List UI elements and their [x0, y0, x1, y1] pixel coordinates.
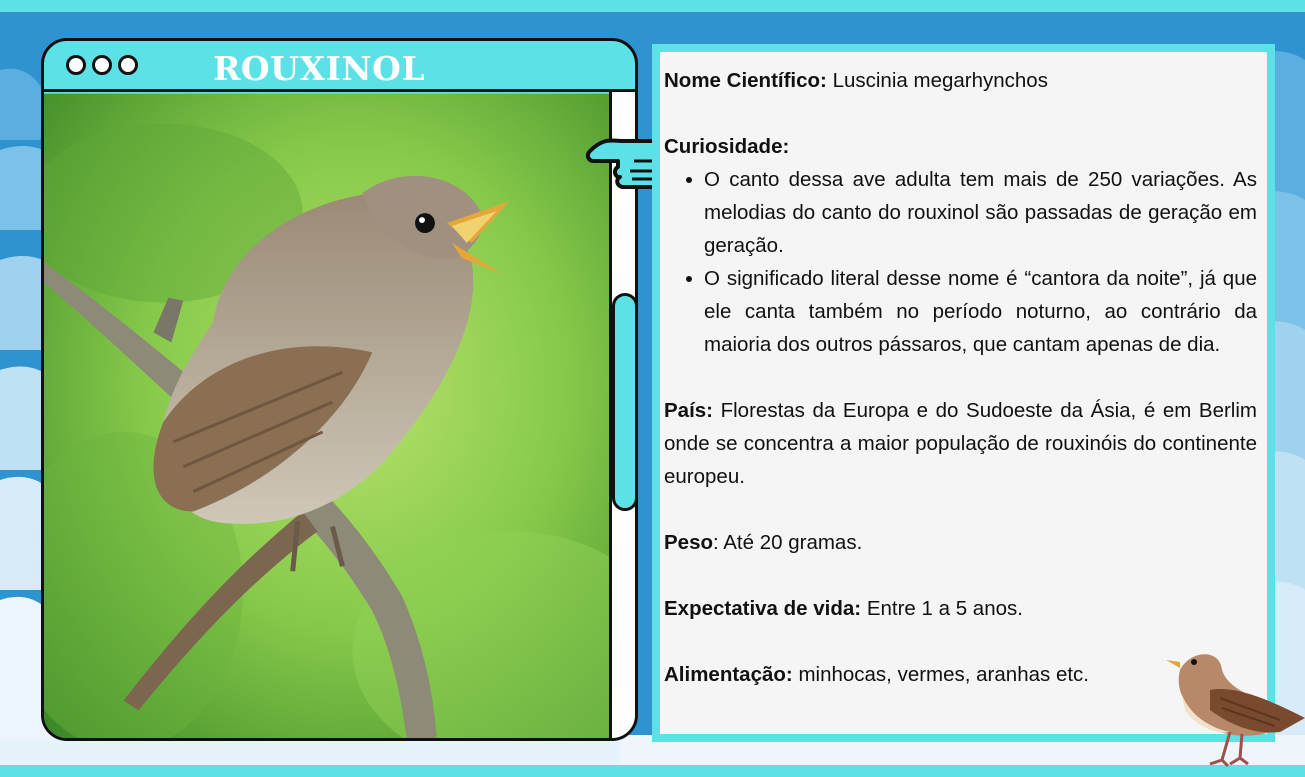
scientific-name-value: Luscinia megarhynchos	[832, 69, 1048, 92]
weight-value: : Até 20 gramas.	[713, 531, 863, 554]
window-dot-1[interactable]	[66, 55, 86, 75]
country-row	[664, 394, 1257, 493]
info-panel	[660, 52, 1267, 734]
weight-row	[664, 526, 1257, 559]
card-title: ROUXINOL	[212, 49, 426, 88]
window-dot-2[interactable]	[92, 55, 112, 75]
scientific-name-label: Nome Científico:	[664, 69, 827, 92]
window-controls	[66, 55, 138, 75]
cartoon-bird-icon	[1160, 640, 1305, 768]
top-accent-band	[0, 0, 1305, 12]
scientific-name-row	[664, 64, 1257, 97]
food-label: Alimentação:	[664, 663, 793, 686]
country-label: País:	[664, 399, 713, 422]
life-expectancy-label: Expectativa de vida:	[664, 597, 862, 620]
bird-window-card	[41, 38, 638, 741]
life-expectancy-value: Entre 1 a 5 anos.	[866, 597, 1023, 620]
curiosity-list	[664, 163, 1257, 361]
life-expectancy-row	[664, 592, 1257, 625]
country-value: Florestas da Europa e do Sudoeste da Ásia, é em Berlim onde se concentra a maior população de rouxinóis do continente europeu.	[664, 399, 1257, 488]
window-dot-3[interactable]	[118, 55, 138, 75]
scroll-thumb[interactable]	[612, 293, 638, 511]
curiosity-label: Curiosidade:	[664, 135, 790, 158]
bottom-accent-band	[0, 765, 1305, 777]
food-value: minhocas, vermes, aranhas etc.	[798, 663, 1089, 686]
weight-label: Peso	[664, 531, 713, 554]
nightingale-photo	[44, 92, 612, 741]
curiosity-label-row	[664, 130, 1257, 163]
curiosity-item-2: O significado literal desse nome é “cantora da noite”, já que ele canta também no período noturno, ao contrário da maioria dos outros pássaros, que cantam apenas de dia.	[664, 262, 1257, 361]
curiosity-item-1: O canto dessa ave adulta tem mais de 250 variações. As melodias do canto do rouxinol são passadas de geração em geração.	[664, 163, 1257, 262]
